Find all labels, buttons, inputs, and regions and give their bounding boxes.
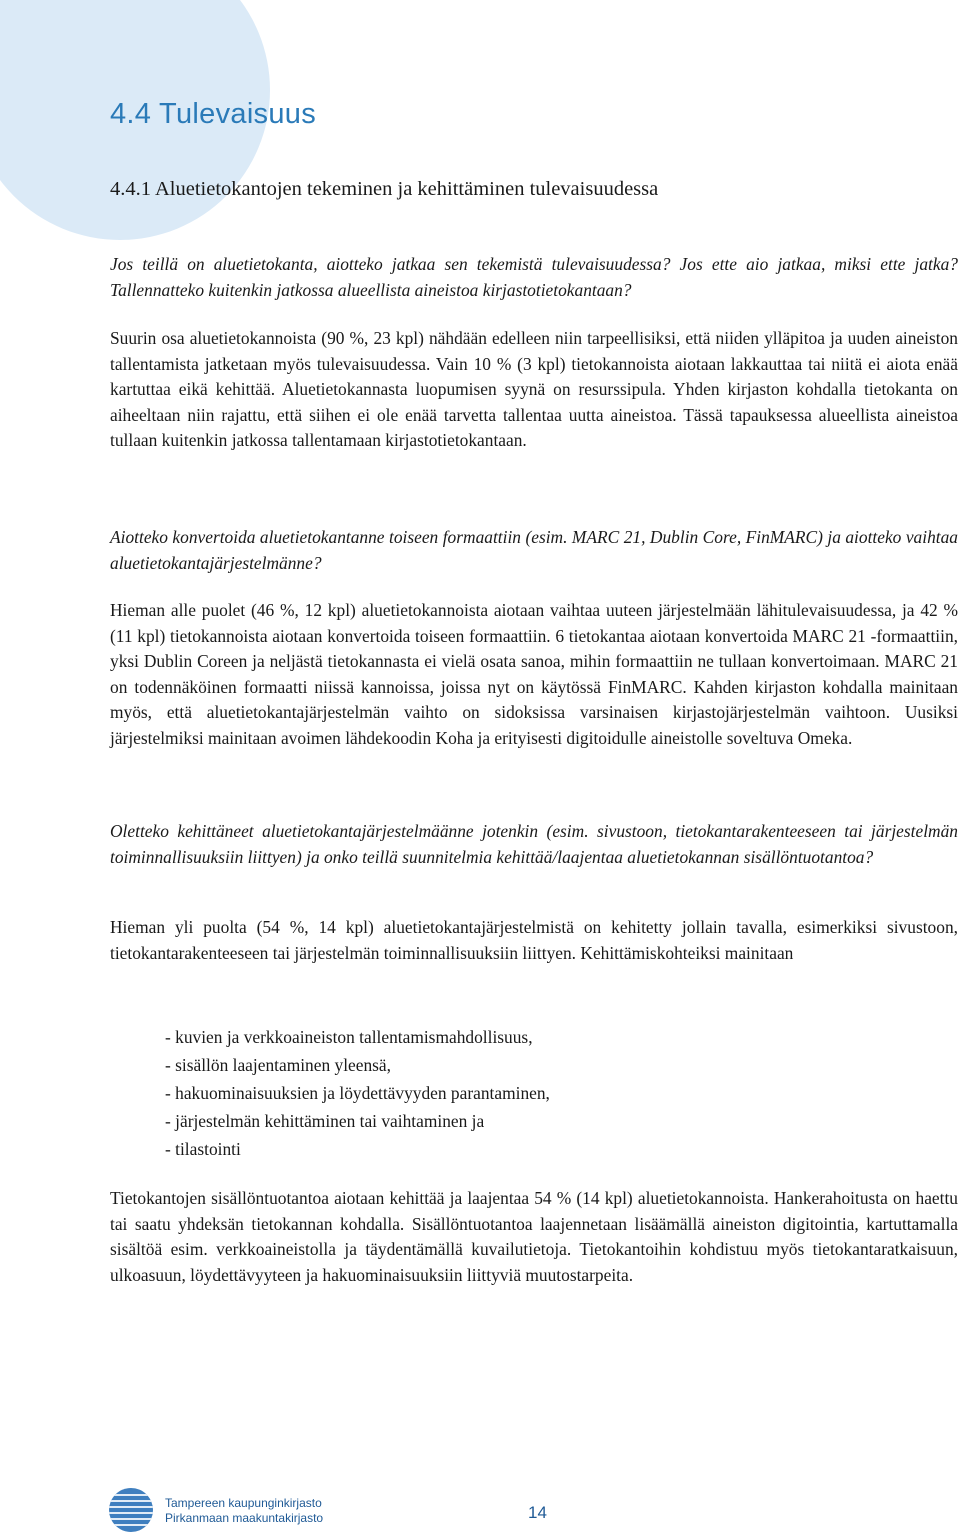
list-item: - sisällön laajentaminen yleensä,: [165, 1055, 392, 1075]
paragraph-1: Suurin osa aluetietokannoista (90 %, 23 kpl) nähdään edelleen niin tarpeellisiksi, että niiden ylläpitoa ja uuden aineiston tallentamista jatketaan myös tulevaisuudessa. Vain 10 % (3 kpl) tietokannoista aiotaan lakkauttaa tai niitä ei aiota enää kartuttaa eikä kehittää. Aluetietokannasta luopumisen syynä on resurssipula. Yhden kirjaston kohdalla tietokanta on aiheeltaan niin rajattu, että siihen ei ole enää tarvetta tallentaa uutta aineistoa. Tässä tapauksessa alueellista aineistoa tullaan kuitenkin jatkossa tallentamaan kirjastotietokantaan.: [110, 328, 958, 450]
question-2: Aiotteko konvertoida aluetietokantanne toiseen formaattiin (esim. MARC 21, Dublin Core, FinMARC) ja aiotteko vaihtaa aluetietokantajärjestelmänne?: [110, 527, 958, 573]
section-title: 4.4 Tulevaisuus: [110, 98, 317, 130]
footer-library-2: Pirkanmaan maakuntakirjasto: [165, 1511, 324, 1525]
list-item: - tilastointi: [165, 1139, 241, 1159]
list-item: - kuvien ja verkkoaineiston tallentamismahdollisuus,: [165, 1027, 533, 1047]
paragraph-4: Tietokantojen sisällöntuotantoa aiotaan kehittää ja laajentaa 54 % (14 kpl) aluetietokannoista. Hankerahoitusta on haettu tai saatu yhdeksän tietokannan kohdalla. Sisällöntuotantoa laajennetaan lisäämällä aineiston digitointia, kartuttamalla sisältöä esim. verkkoaineistolla ja täydentämällä kuvailutietoja. Tietokantoihin kohdistuu myös tietokantaratkaisuun, ulkoasuun, löydettävyyteen ja hakuominaisuuksiin liittyviä muutostarpeita.: [110, 1188, 958, 1285]
list-item: - järjestelmän kehittäminen tai vaihtaminen ja: [165, 1111, 485, 1131]
subsection-title: 4.4.1 Aluetietokantojen tekeminen ja kehittäminen tulevaisuudessa: [110, 178, 659, 200]
development-list: [165, 1023, 550, 1163]
list-item: - hakuominaisuuksien ja löydettävyyden parantaminen,: [165, 1083, 550, 1103]
footer-library-names: [165, 1496, 323, 1526]
library-logo-icon: [108, 1487, 154, 1533]
footer-library-1: Tampereen kaupunginkirjasto: [165, 1496, 322, 1510]
question-3: Oletteko kehittäneet aluetietokantajärjestelmäänne jotenkin (esim. sivustoon, tietokantarakenteeseen tai järjestelmän toiminnallisuuksiin liittyen) ja onko teillä suunnitelmia kehittää/laajentaa aluetietokannan sisällöntuotantoa?: [110, 821, 958, 867]
paragraph-2: Hieman alle puolet (46 %, 12 kpl) aluetietokannoista aiotaan vaihtaa uuteen järjestelmään lähitulevaisuudessa, ja 42 % (11 kpl) tietokannoista aiotaan konvertoida toiseen formaattiin. 6 tietokantaa aiotaan konvertoida MARC 21 -formaattiin, yksi Dublin Coreen ja neljästä tietokannasta ei vielä osata sanoa, mihin formaattiin ne tullaan konvertoimaan. MARC 21 on todennäköinen formaatti niissä kannoissa, joissa nyt on käytössä FinMARC. Kahden kirjaston kohdalla mainitaan myös, että aluetietokantajärjestelmän vaihto on sidoksissa varsinaisen kirjastojärjestelmän vaihtoon. Uusiksi järjestelmiksi mainitaan avoimen lähdekoodin Koha ja erityisesti digitoidulle aineistolle soveltuva Omeka.: [110, 600, 958, 748]
paragraph-3: Hieman yli puolta (54 %, 14 kpl) aluetietokantajärjestelmistä on kehitetty jollain tavalla, esimerkiksi sivustoon, tietokantarakenteeseen tai järjestelmän toiminnallisuuksiin liittyen. Kehittämiskohteiksi mainitaan: [110, 917, 958, 963]
question-1: Jos teillä on aluetietokanta, aiotteko jatkaa sen tekemistä tulevaisuudessa? Jos ette aio jatkaa, miksi ette jatka? Tallennatteko kuitenkin jatkossa alueellista aineistoa kirjastotietokantaan?: [110, 254, 958, 300]
page-number: 14: [528, 1503, 547, 1522]
